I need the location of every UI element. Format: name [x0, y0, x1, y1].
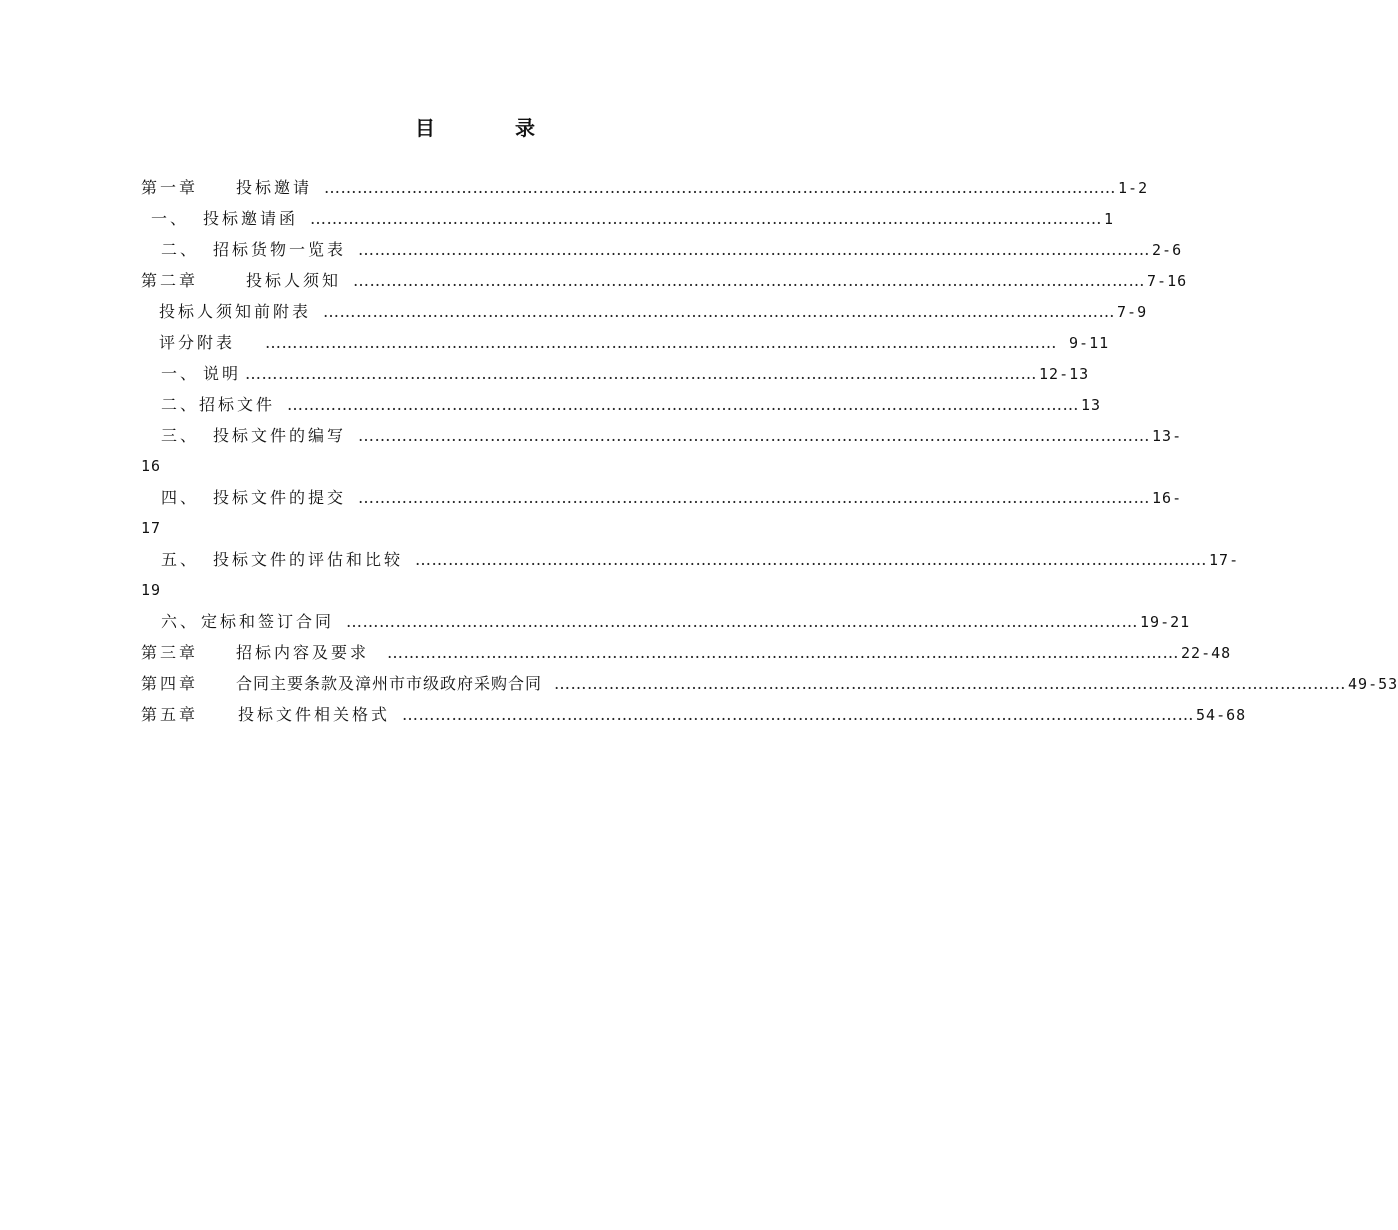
- toc-entry: [141, 389, 1102, 420]
- toc-entry-page: 49-53: [1348, 675, 1398, 693]
- toc-entry-page: 13: [1081, 396, 1102, 414]
- toc-entry-page: 16-: [1152, 489, 1183, 507]
- toc-entry-number: 一、: [151, 209, 190, 228]
- toc-entry: [141, 637, 1232, 668]
- toc-entry-number: 第一章: [141, 178, 199, 197]
- toc-leader: ………………………………………………………………………………………………………………………………: [358, 240, 1151, 259]
- toc-leader: ………………………………………………………………………………………………………………………………: [554, 674, 1347, 693]
- toc-entry-title: 投标邀请: [236, 178, 313, 197]
- toc-entry-title: 投标邀请函: [203, 209, 299, 228]
- page-title: 目 录: [415, 116, 565, 140]
- toc-entry-title: 定标和签订合同: [201, 612, 335, 631]
- toc-entry-page: 7-9: [1117, 303, 1148, 321]
- toc-leader: ………………………………………………………………………………………………………………………………: [402, 705, 1195, 724]
- toc-entry-page: 54-68: [1196, 706, 1247, 724]
- toc-leader: ………………………………………………………………………………………………………………………………: [358, 488, 1151, 507]
- toc-entry-title: 投标文件的提交: [213, 488, 347, 507]
- toc-leader: ………………………………………………………………………………………………………………………………: [346, 612, 1139, 631]
- toc-leader: ………………………………………………………………………………………………………………………………: [287, 395, 1080, 414]
- toc-entry: [141, 172, 1149, 203]
- toc-entry-number: 五、: [161, 550, 200, 569]
- toc-entry-title: 投标文件的评估和比较: [213, 550, 404, 569]
- toc-entry-page: 9-11: [1069, 334, 1110, 352]
- toc-leader: ………………………………………………………………………………………………………………………………: [265, 333, 1058, 352]
- toc-entry: [141, 668, 1398, 699]
- toc-entry-page: 2-6: [1152, 241, 1183, 259]
- toc-entry: [141, 606, 1191, 637]
- toc-entry: [141, 699, 1247, 730]
- toc-entry-page: 12-13: [1039, 365, 1090, 383]
- toc-entry-page: 22-48: [1181, 644, 1232, 662]
- toc-entry-title: 招标内容及要求: [236, 643, 370, 662]
- toc-entry-number: 四、: [161, 488, 200, 507]
- toc-entry-title: 投标人须知前附表: [159, 302, 312, 321]
- toc-entry-title: 招标货物一览表: [213, 240, 347, 259]
- toc-entry-title: 说明: [203, 364, 242, 383]
- toc-leader: ………………………………………………………………………………………………………………………………: [245, 364, 1038, 383]
- toc-entry-number: 二、: [161, 240, 200, 259]
- table-of-contents: [141, 172, 1398, 730]
- toc-leader: ………………………………………………………………………………………………………………………………: [358, 426, 1151, 445]
- toc-entry: [141, 265, 1188, 296]
- toc-entry-page-continued: 19: [141, 581, 162, 599]
- toc-leader: ………………………………………………………………………………………………………………………………: [324, 178, 1117, 197]
- toc-entry: [141, 203, 1115, 234]
- toc-entry: [141, 358, 1090, 389]
- toc-entry-page-continued: 16: [141, 457, 162, 475]
- toc-entry: [141, 544, 1240, 606]
- toc-entry: [141, 234, 1183, 265]
- toc-entry-number: 二、: [161, 395, 200, 414]
- toc-entry-title: 投标文件相关格式: [238, 705, 391, 724]
- toc-entry-number: 第四章: [141, 674, 199, 693]
- toc-entry-page: 17-: [1209, 551, 1240, 569]
- toc-entry-page: 7-16: [1147, 272, 1188, 290]
- toc-entry-number: 六、: [161, 612, 200, 631]
- toc-leader: ………………………………………………………………………………………………………………………………: [353, 271, 1146, 290]
- toc-entry: [141, 327, 1110, 358]
- toc-entry-title: 投标人须知: [246, 271, 342, 290]
- toc-entry-title: 合同主要条款及漳州市市级政府采购合同: [236, 674, 543, 693]
- toc-entry-page: 13-: [1152, 427, 1183, 445]
- toc-entry: [141, 420, 1183, 482]
- toc-leader: ………………………………………………………………………………………………………………………………: [323, 302, 1116, 321]
- toc-entry-page-continued: 17: [141, 519, 162, 537]
- toc-entry-page: 19-21: [1140, 613, 1191, 631]
- toc-leader: ………………………………………………………………………………………………………………………………: [415, 550, 1208, 569]
- toc-entry-page: 1: [1104, 210, 1115, 228]
- toc-entry-number: 第三章: [141, 643, 199, 662]
- toc-entry-page: 1-2: [1118, 179, 1149, 197]
- toc-entry-number: 第五章: [141, 705, 199, 724]
- toc-entry-number: 一、: [161, 364, 200, 383]
- toc-entry-number: 三、: [161, 426, 200, 445]
- toc-entry-number: 第二章: [141, 271, 199, 290]
- toc-leader: ………………………………………………………………………………………………………………………………: [310, 209, 1103, 228]
- toc-entry-title: 评分附表: [159, 333, 236, 352]
- toc-entry-title: 投标文件的编写: [213, 426, 347, 445]
- toc-leader: ………………………………………………………………………………………………………………………………: [387, 643, 1180, 662]
- toc-entry: [141, 482, 1183, 544]
- toc-entry: [141, 296, 1148, 327]
- toc-entry-title: 招标文件: [199, 395, 276, 414]
